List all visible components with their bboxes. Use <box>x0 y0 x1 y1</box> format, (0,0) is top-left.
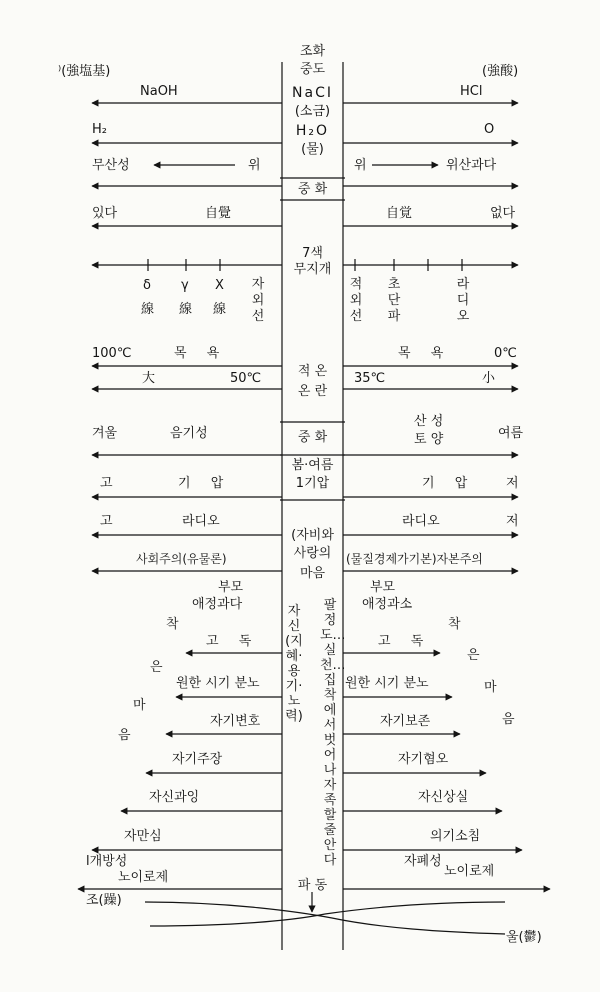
temp-35-label: 35℃ <box>354 371 386 386</box>
capitalism-label: (물질경제가기본)자본주의 <box>346 552 483 566</box>
x-label: X <box>215 278 224 293</box>
jasinsangsil-label: 자신상실 <box>418 790 469 805</box>
o-label: O <box>484 122 495 137</box>
bomyeoreum-2-label: 1기압 <box>295 476 330 491</box>
uigisochim-label: 의기소침 <box>430 829 481 844</box>
gaebangseong-label: l개방성 <box>86 854 128 869</box>
jagijujang-label: 자기주장 <box>172 752 223 767</box>
h2o-sub-label: (물) <box>301 142 324 157</box>
temp-100-label: 100℃ <box>92 346 132 361</box>
jagak-left-label: 自覺 <box>205 206 232 221</box>
curve-jo <box>145 902 505 934</box>
jagibojon-label: 자기보존 <box>380 714 431 729</box>
go-1-label: 고 <box>100 476 113 491</box>
vertical-right-text: 팔정도…실천…집착에서벗어나자족할줄안다 <box>320 598 346 868</box>
wi-left-label: 위 <box>248 158 261 173</box>
sanseong-2-label: 토 양 <box>414 432 444 447</box>
jagiheomo-label: 자기혐오 <box>398 752 449 767</box>
sanseong-1-label: 산 성 <box>414 414 444 429</box>
jagak-right-label: 自覚 <box>386 206 413 221</box>
jagibyeonho-label: 자기변호 <box>210 714 261 729</box>
mogyok-right-label: 목 욕 <box>398 346 452 361</box>
curve-ul <box>150 902 505 926</box>
eopda-label: 없다 <box>490 206 516 221</box>
jaepyeseong-label: 자폐성 <box>404 854 442 869</box>
aejeong-right-label: 애정과소 <box>362 597 413 612</box>
aejeong-left-label: 애정과다 <box>192 597 243 612</box>
dae-label: 大 <box>142 371 156 386</box>
nacl-sub-label: (소금) <box>294 104 331 119</box>
godok-right-label: 고 독 <box>378 634 432 649</box>
infrared-label: 적외선 <box>349 277 363 324</box>
radio-right-label: 라디오 <box>402 514 440 529</box>
socialism-label: 사회주의(유물론) <box>136 552 227 566</box>
right-corner-label: (強酸) <box>482 64 519 79</box>
jo-label: 조(躁) <box>86 893 122 908</box>
left-diag-1-label: 착 <box>166 617 179 632</box>
noirojae-right-label: 노이로제 <box>444 864 495 879</box>
right-diag-2-label: 은 <box>467 648 480 663</box>
center-title-1: 조화 <box>299 44 326 59</box>
jabi-2-label: 사랑의 <box>293 546 332 561</box>
radio-wave-label: 라디오 <box>456 277 470 324</box>
microwave-label: 초단파 <box>387 277 401 324</box>
right-diag-4-label: 음 <box>502 712 515 727</box>
left-corner-label: ⁾(強塩基) <box>58 64 111 79</box>
itda-label: 있다 <box>92 206 118 221</box>
jeo-1-label: 저 <box>506 476 519 491</box>
jabi-3-label: 마음 <box>299 566 326 581</box>
h2o-label: H₂O <box>295 123 330 139</box>
left-diag-2-label: 은 <box>150 660 163 675</box>
wi-right-label: 위 <box>354 158 367 173</box>
left-diag-3-label: 마 <box>133 698 146 713</box>
wonhan-right-label: 원한 시기 분노 <box>345 676 429 691</box>
junghwa-1-label: 중 화 <box>297 182 328 197</box>
temp-50-label: 50℃ <box>230 371 262 386</box>
wonhan-left-label: 원한 시기 분노 <box>176 676 260 691</box>
giap-right-label: 기 압 <box>422 476 476 491</box>
gyeoul-label: 겨울 <box>92 426 118 441</box>
jeogon-2-label: 온 란 <box>297 384 328 399</box>
go-2-label: 고 <box>100 514 113 529</box>
mogyok-left-label: 목 욕 <box>174 346 228 361</box>
jeo-2-label: 저 <box>506 514 519 529</box>
bomyeoreum-1-label: 봄·여름 <box>291 458 334 473</box>
ul-label: 울(鬱) <box>506 930 542 945</box>
jeogon-1-label: 적 온 <box>297 364 328 379</box>
yeoreum-label: 여름 <box>498 426 524 441</box>
right-diag-3-label: 마 <box>484 680 497 695</box>
radio-left-label: 라디오 <box>182 514 220 529</box>
seon-x-label: 線 <box>213 302 227 317</box>
rainbow-2-label: 무지개 <box>293 262 332 277</box>
seon-delta-label: 線 <box>141 302 155 317</box>
giap-left-label: 기 압 <box>178 476 232 491</box>
naoh-label: NaOH <box>140 84 178 99</box>
noirojae-left-label: 노이로제 <box>118 870 169 885</box>
delta-label: δ <box>143 278 151 293</box>
nacl-label: NaCI <box>292 85 333 101</box>
so-label: 小 <box>482 371 496 386</box>
hcl-label: HCl <box>460 84 483 99</box>
bumo-right-label: 부모 <box>370 580 396 595</box>
temp-0-label: 0℃ <box>494 346 517 361</box>
eumgiseong-label: 음기성 <box>170 426 208 441</box>
h2-label: H₂ <box>92 122 107 137</box>
wisangwada-label: 위산과다 <box>446 158 497 173</box>
jasingwaing-label: 자신과잉 <box>149 790 200 805</box>
left-diag-4-label: 음 <box>118 728 131 743</box>
godok-left-label: 고 독 <box>206 634 260 649</box>
bumo-left-label: 부모 <box>218 580 244 595</box>
gamma-label: γ <box>181 278 189 293</box>
junghwa-2-label: 중 화 <box>297 430 328 445</box>
jamansim-label: 자만심 <box>124 829 162 844</box>
ultraviolet-label: 자외선 <box>251 277 265 324</box>
pado-label: 파 동 <box>297 878 328 893</box>
vertical-left-text: 자신(지혜·용기·노력) <box>285 604 303 724</box>
jabi-1-label: (자비와 <box>291 528 334 543</box>
rainbow-1-label: 7색 <box>302 246 323 261</box>
musanseong-label: 무산성 <box>92 158 130 173</box>
seon-gamma-label: 線 <box>179 302 193 317</box>
right-diag-1-label: 착 <box>448 617 461 632</box>
center-title-2: 중도 <box>299 62 326 77</box>
